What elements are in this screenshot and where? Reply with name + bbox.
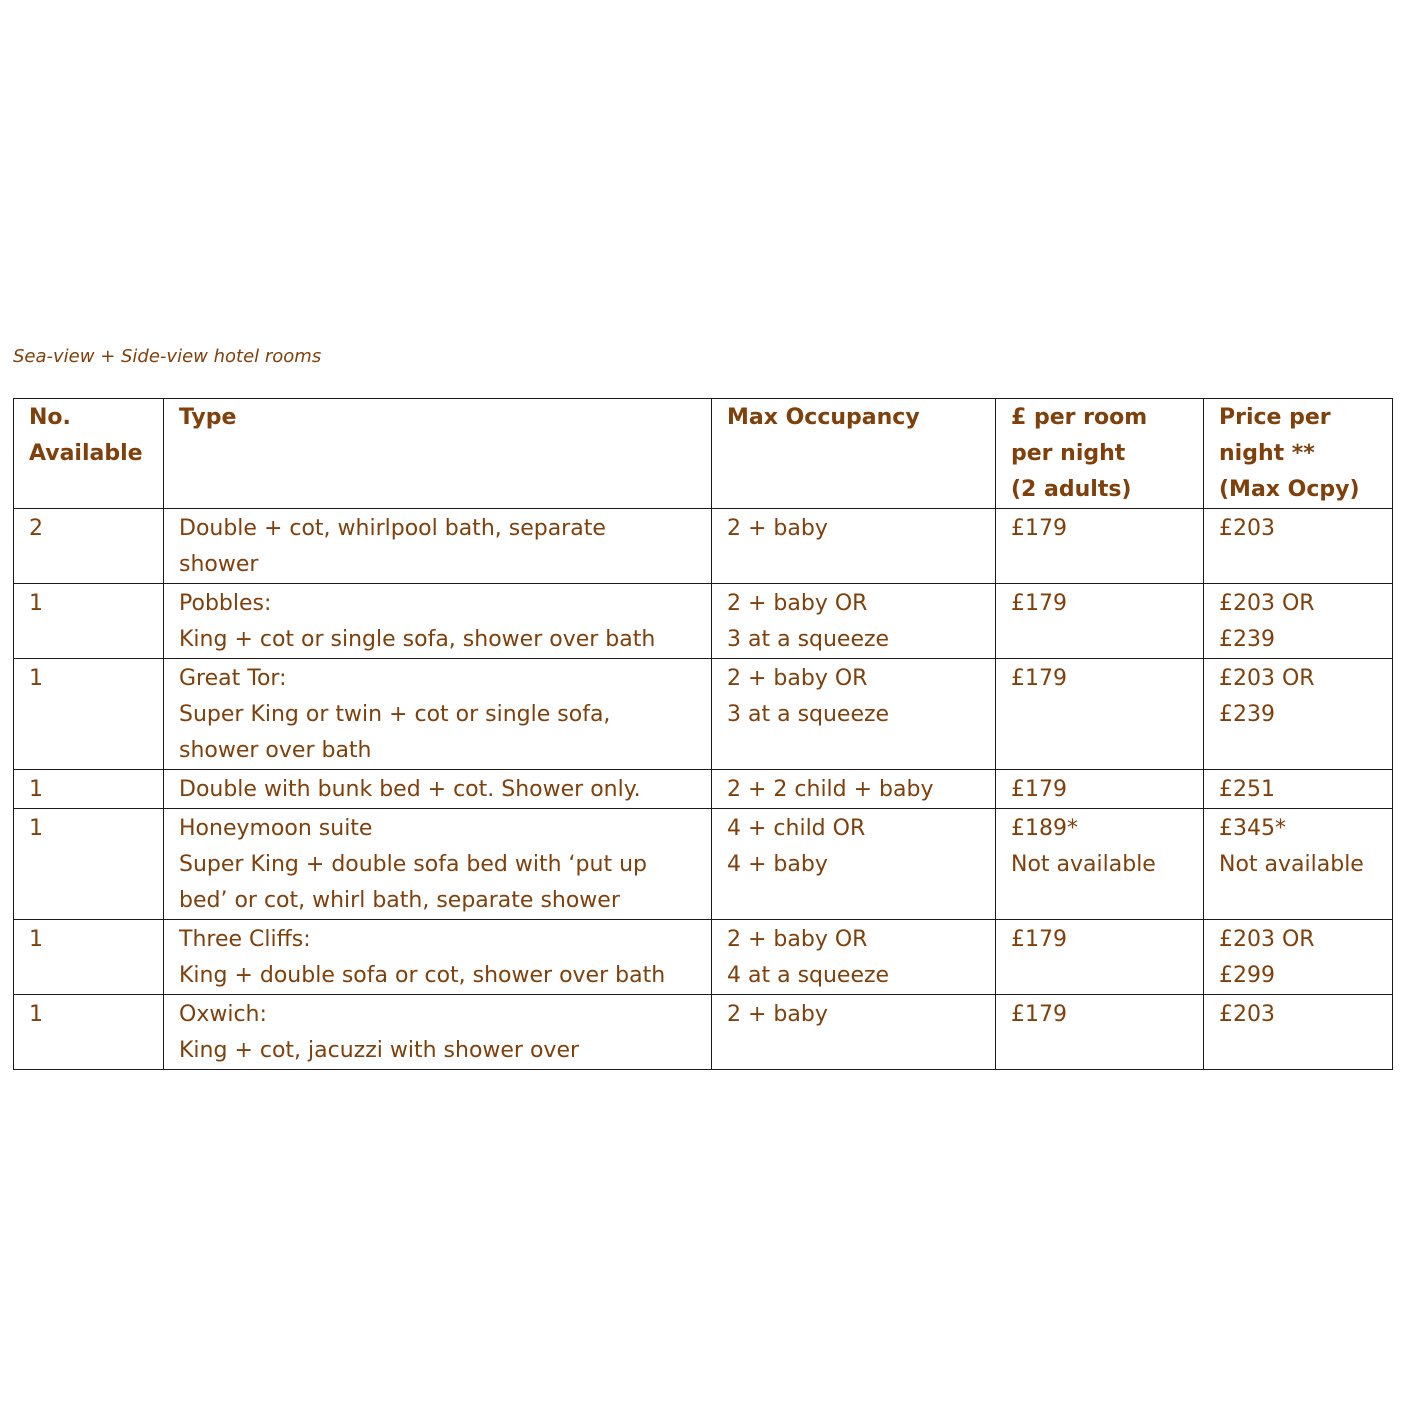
cell-line: 2 xyxy=(29,516,43,541)
cell-line: shower xyxy=(179,552,259,577)
cell-line: 2 + 2 child + baby xyxy=(727,777,934,802)
cell-line: £203 OR xyxy=(1219,666,1315,691)
cell-price-2-adults xyxy=(996,770,1204,809)
table-row xyxy=(14,995,1393,1070)
cell-line: Double + cot, whirlpool bath, separate xyxy=(179,516,606,541)
cell-type xyxy=(164,770,712,809)
cell-type xyxy=(164,509,712,584)
cell-line: 2 + baby OR xyxy=(727,591,868,616)
table-row xyxy=(14,770,1393,809)
cell-no-available xyxy=(14,770,164,809)
cell-type xyxy=(164,809,712,920)
cell-line: bed’ or cot, whirl bath, separate shower xyxy=(179,888,620,913)
cell-line: per night xyxy=(1011,441,1126,466)
cell-line: 1 xyxy=(29,816,43,841)
cell-line: 4 + child OR xyxy=(727,816,866,841)
cell-price-max-occupancy xyxy=(1204,584,1393,659)
cell-line: 3 at a squeeze xyxy=(727,627,890,652)
header-cell-price-2-adults xyxy=(996,399,1204,509)
cell-line: 4 at a squeeze xyxy=(727,963,890,988)
cell-line: 2 + baby xyxy=(727,1002,828,1027)
cell-line: Not available xyxy=(1011,852,1156,877)
cell-line: Pobbles: xyxy=(179,591,272,616)
cell-price-max-occupancy xyxy=(1204,659,1393,770)
cell-line: 2 + baby xyxy=(727,516,828,541)
cell-line: £203 OR xyxy=(1219,927,1315,952)
cell-line: £179 xyxy=(1011,1002,1067,1027)
cell-line: (2 adults) xyxy=(1011,477,1132,502)
cell-line: King + double sofa or cot, shower over bath xyxy=(179,963,666,988)
cell-line: £251 xyxy=(1219,777,1275,802)
table-caption: Sea-view + Side-view hotel rooms xyxy=(13,346,322,367)
cell-price-max-occupancy xyxy=(1204,809,1393,920)
header-cell-no-available xyxy=(14,399,164,509)
cell-line: £239 xyxy=(1219,627,1275,652)
cell-line: King + cot or single sofa, shower over bath xyxy=(179,627,656,652)
cell-line: Max Occupancy xyxy=(727,405,920,430)
cell-type xyxy=(164,995,712,1070)
table-row xyxy=(14,809,1393,920)
cell-line: 1 xyxy=(29,666,43,691)
cell-line: (Max Ocpy) xyxy=(1219,477,1360,502)
cell-line: 1 xyxy=(29,777,43,802)
cell-line: Three Cliffs: xyxy=(179,927,311,952)
cell-line: 1 xyxy=(29,1002,43,1027)
table-row xyxy=(14,659,1393,770)
cell-line: Honeymoon suite xyxy=(179,816,373,841)
cell-line: £203 xyxy=(1219,1002,1275,1027)
cell-line: Double with bunk bed + cot. Shower only. xyxy=(179,777,641,802)
table-row xyxy=(14,509,1393,584)
cell-max-occupancy xyxy=(712,584,996,659)
cell-price-max-occupancy xyxy=(1204,509,1393,584)
cell-line: 1 xyxy=(29,927,43,952)
cell-price-max-occupancy xyxy=(1204,920,1393,995)
cell-line: £345* xyxy=(1219,816,1286,841)
cell-price-2-adults xyxy=(996,659,1204,770)
cell-type xyxy=(164,659,712,770)
cell-line: £179 xyxy=(1011,666,1067,691)
cell-line: 4 + baby xyxy=(727,852,828,877)
header-cell-price-max-occupancy xyxy=(1204,399,1393,509)
cell-line: 3 at a squeeze xyxy=(727,702,890,727)
cell-line: night ** xyxy=(1219,441,1315,466)
cell-line: £ per room xyxy=(1011,405,1148,430)
cell-max-occupancy xyxy=(712,659,996,770)
cell-line: Not available xyxy=(1219,852,1364,877)
cell-max-occupancy xyxy=(712,509,996,584)
table-header-row xyxy=(14,399,1393,509)
cell-line: 2 + baby OR xyxy=(727,927,868,952)
table-row xyxy=(14,584,1393,659)
cell-line: Super King or twin + cot or single sofa, xyxy=(179,702,611,727)
cell-line: 2 + baby OR xyxy=(727,666,868,691)
cell-line: Super King + double sofa bed with ‘put up xyxy=(179,852,647,877)
table-row xyxy=(14,920,1393,995)
cell-line: £189* xyxy=(1011,816,1078,841)
cell-no-available xyxy=(14,584,164,659)
cell-no-available xyxy=(14,809,164,920)
cell-price-2-adults xyxy=(996,920,1204,995)
cell-no-available xyxy=(14,995,164,1070)
cell-no-available xyxy=(14,920,164,995)
rooms-table xyxy=(13,398,1393,1070)
cell-line: £179 xyxy=(1011,927,1067,952)
header-cell-type xyxy=(164,399,712,509)
cell-price-max-occupancy xyxy=(1204,995,1393,1070)
cell-price-2-adults xyxy=(996,584,1204,659)
cell-price-2-adults xyxy=(996,809,1204,920)
cell-line: 1 xyxy=(29,591,43,616)
cell-max-occupancy xyxy=(712,809,996,920)
cell-price-max-occupancy xyxy=(1204,770,1393,809)
cell-line: £179 xyxy=(1011,591,1067,616)
cell-line: Oxwich: xyxy=(179,1002,267,1027)
cell-price-2-adults xyxy=(996,995,1204,1070)
header-cell-max-occupancy xyxy=(712,399,996,509)
cell-line: Type xyxy=(179,405,237,430)
cell-line: £239 xyxy=(1219,702,1275,727)
cell-line: Great Tor: xyxy=(179,666,287,691)
cell-line: £179 xyxy=(1011,777,1067,802)
cell-line: £203 xyxy=(1219,516,1275,541)
cell-line: £203 OR xyxy=(1219,591,1315,616)
cell-line: King + cot, jacuzzi with shower over xyxy=(179,1038,580,1063)
cell-no-available xyxy=(14,659,164,770)
cell-type xyxy=(164,920,712,995)
cell-line: £179 xyxy=(1011,516,1067,541)
cell-max-occupancy xyxy=(712,920,996,995)
cell-price-2-adults xyxy=(996,509,1204,584)
cell-line: No. xyxy=(29,405,71,430)
cell-line: Price per xyxy=(1219,405,1331,430)
cell-line: Available xyxy=(29,441,143,466)
cell-type xyxy=(164,584,712,659)
cell-max-occupancy xyxy=(712,995,996,1070)
cell-max-occupancy xyxy=(712,770,996,809)
cell-no-available xyxy=(14,509,164,584)
cell-line: £299 xyxy=(1219,963,1275,988)
cell-line: shower over bath xyxy=(179,738,372,763)
